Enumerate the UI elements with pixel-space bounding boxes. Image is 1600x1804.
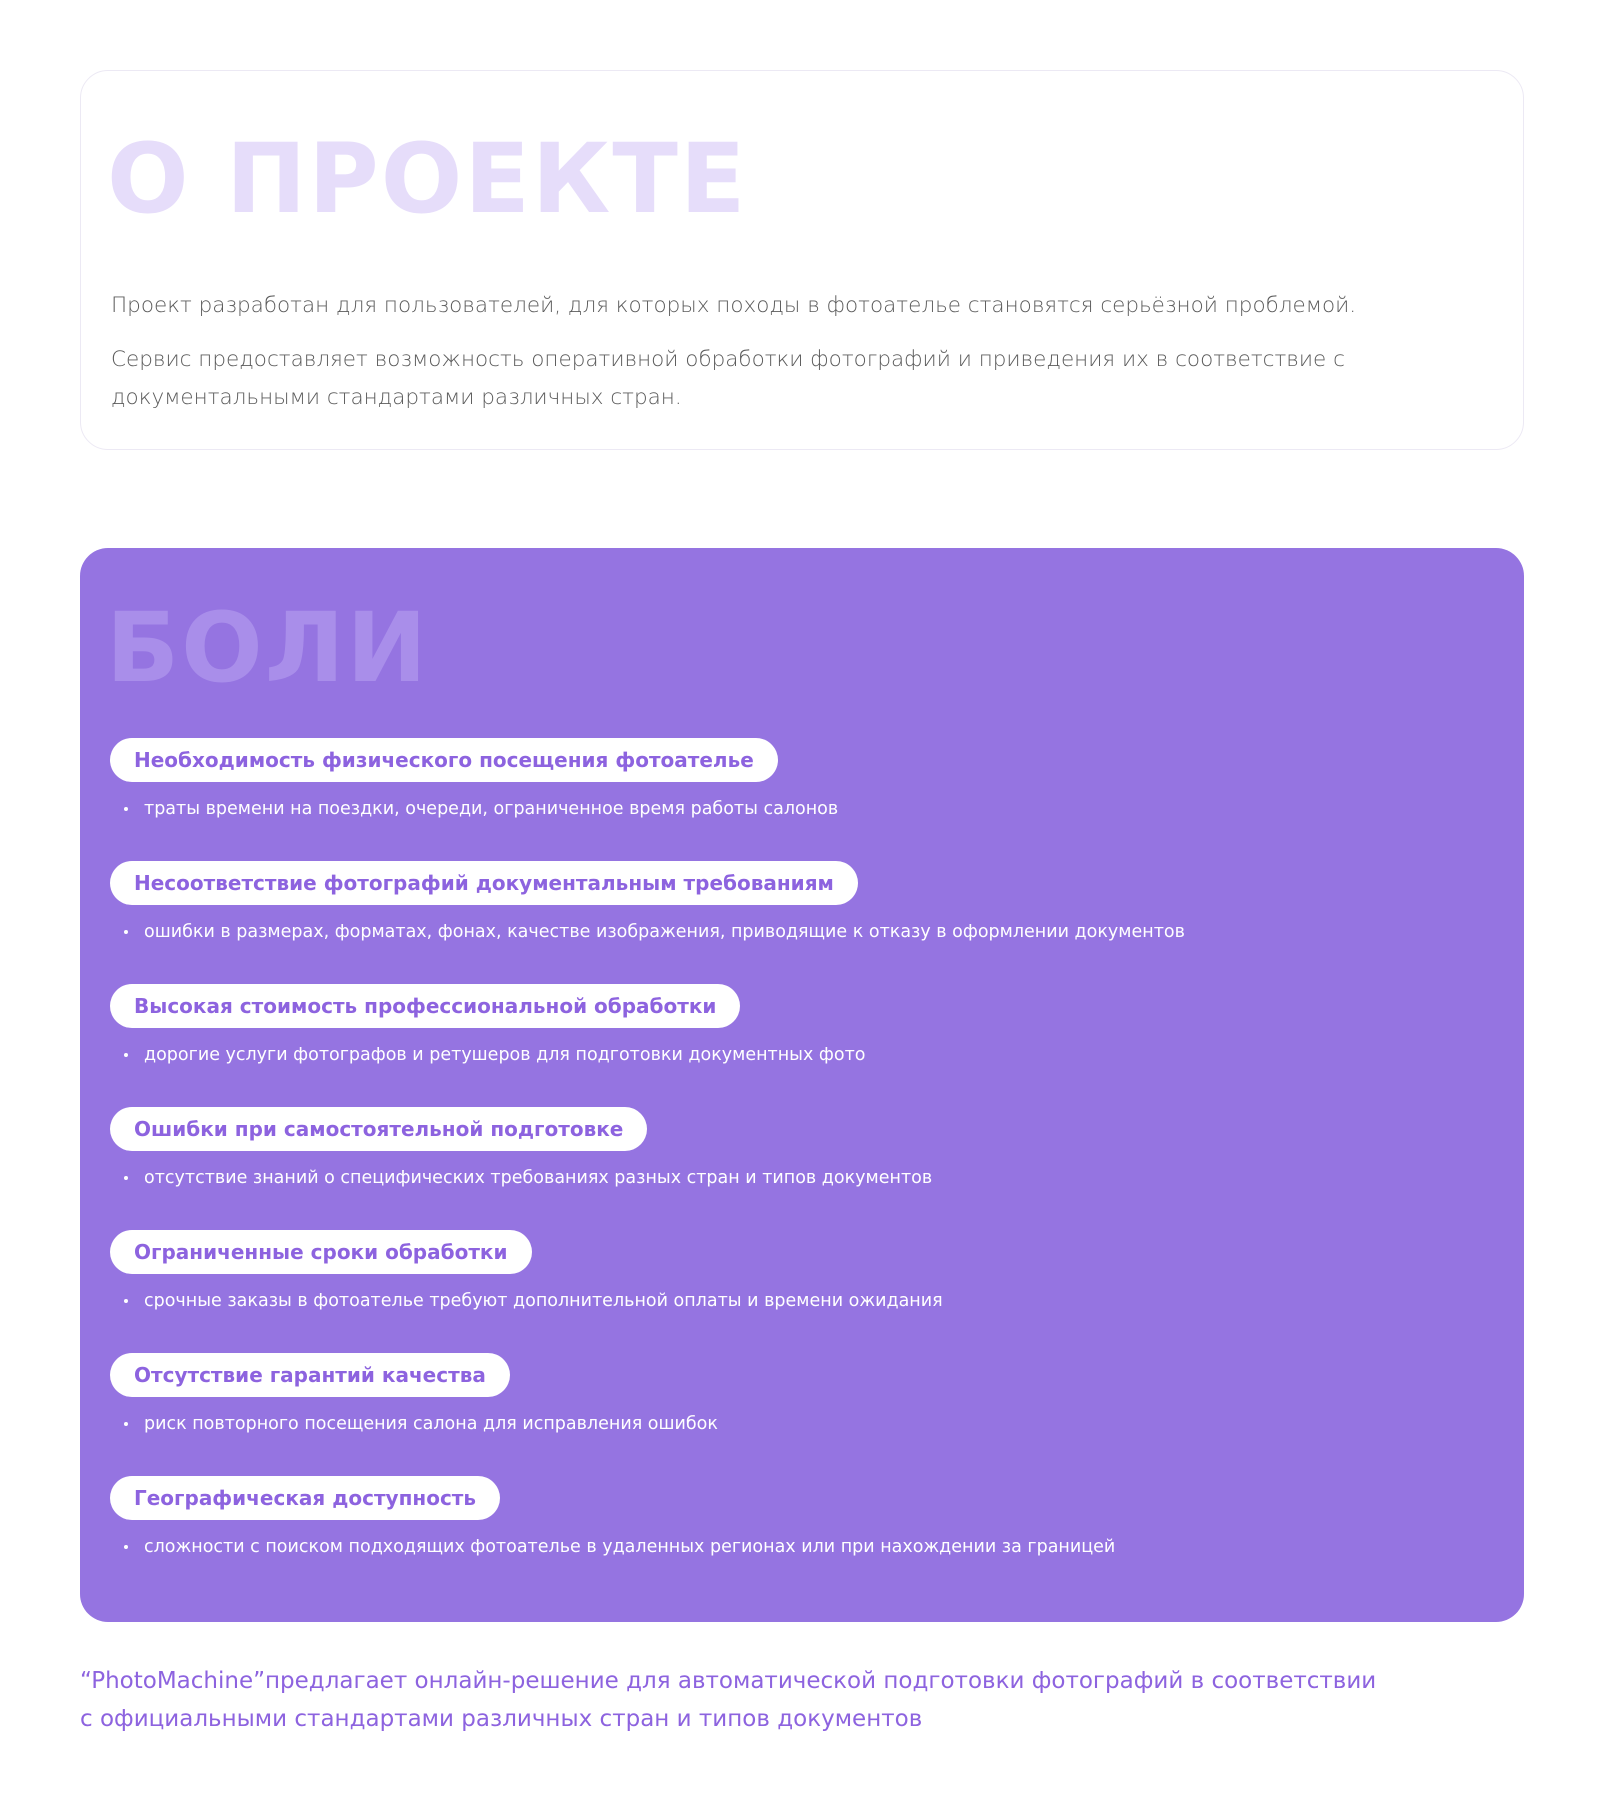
pain-detail [110,1411,1494,1437]
pain-detail [110,796,1494,822]
pain-item [110,1107,1494,1230]
pains-card [80,548,1524,1622]
summary-line: “PhotoMachine”предлагает онлайн-решение для автоматической подготовки фотографий в соответствии [80,1668,1377,1694]
pain-detail [110,1534,1494,1560]
pain-heading: Несоответствие фотографий документальным требованиям [110,861,858,905]
pains-title: БОЛИ [106,592,429,704]
pain-item [110,738,1494,861]
pain-heading: Необходимость физического посещения фотоателье [110,738,778,782]
pain-detail-text: ошибки в размерах, форматах, фонах, качестве изображения, приводящие к отказу в оформлении документов [144,922,1185,942]
pain-detail-text: траты времени на поездки, очереди, ограниченное время работы салонов [144,799,839,819]
about-card [80,70,1524,450]
pain-heading: Ошибки при самостоятельной подготовке [110,1107,647,1151]
about-title: О ПРОЕКТЕ [107,123,748,235]
pain-detail-text: риск повторного посещения салона для исправления ошибок [144,1414,718,1434]
pain-detail [110,1288,1494,1314]
pain-detail-text: отсутствие знаний о специфических требованиях разных стран и типов документов [144,1168,933,1188]
summary-text [80,1662,1420,1738]
pain-heading: Отсутствие гарантий качества [110,1353,510,1397]
pain-list [110,738,1494,1599]
bullet-dot-icon [124,1422,128,1426]
pain-item [110,1230,1494,1353]
bullet-dot-icon [124,930,128,934]
bullet-dot-icon [124,1176,128,1180]
about-paragraph: Проект разработан для пользователей, для которых походы в фотоателье становятся серьёзной проблемой. [111,293,1357,318]
pain-detail-text: срочные заказы в фотоателье требуют дополнительной оплаты и времени ожидания [144,1291,943,1311]
pain-detail [110,1165,1494,1191]
pain-detail-text: сложности с поиском подходящих фотоателье в удаленных регионах или при нахождении за границей [144,1537,1116,1557]
pain-detail [110,919,1494,945]
bullet-dot-icon [124,807,128,811]
pain-detail-text: дорогие услуги фотографов и ретушеров для подготовки документных фото [144,1045,866,1065]
pain-detail [110,1042,1494,1068]
bullet-dot-icon [124,1053,128,1057]
about-paragraph: Сервис предоставляет возможность оперативной обработки фотографий и приведения их в соответствие с документальными стандартами различных стран. [111,347,1345,410]
pain-item [110,1476,1494,1599]
pain-item [110,861,1494,984]
pain-heading: Географическая доступность [110,1476,500,1520]
pain-item [110,1353,1494,1476]
pain-heading: Ограниченные сроки обработки [110,1230,532,1274]
pain-item [110,984,1494,1107]
bullet-dot-icon [124,1545,128,1549]
pain-heading: Высокая стоимость профессиональной обработки [110,984,740,1028]
bullet-dot-icon [124,1299,128,1303]
summary-line: с официальными стандартами различных стран и типов документов [80,1706,923,1732]
about-text [111,287,1491,417]
